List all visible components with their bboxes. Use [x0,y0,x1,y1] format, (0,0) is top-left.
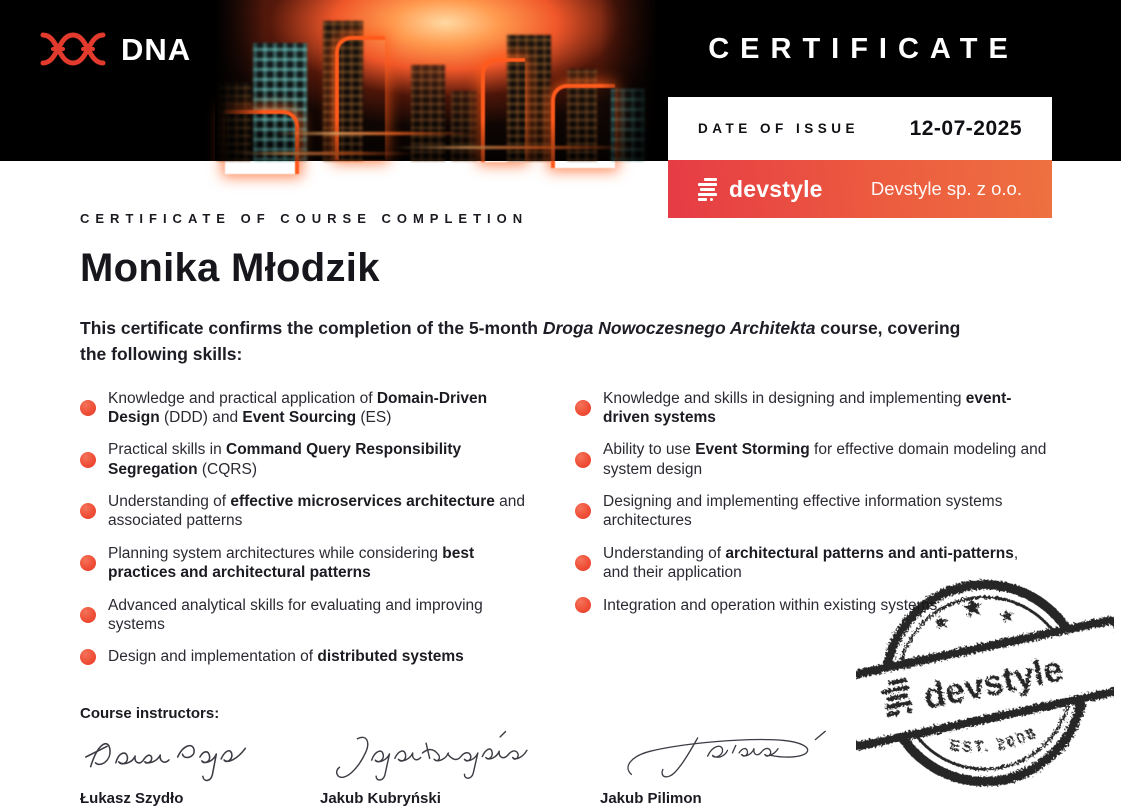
skill-item [575,492,1047,531]
devstyle-stamp [856,566,1114,806]
skill-text: Understanding of architectural patterns and anti-patterns, and their application [603,544,1019,582]
instructor-name: Jakub Kubryński [320,789,441,807]
header-city-image [215,0,658,161]
skill-item [80,389,542,428]
skill-text: Knowledge and practical application of Domain-Driven Design (DDD) and Event Sourcing (ES) [108,389,488,426]
dna-helix-icon [38,30,108,68]
instructor-name: Jakub Pilimon [600,789,702,807]
bullet-dot-icon [80,607,96,623]
company-name: Devstyle sp. z o.o. [870,178,1022,199]
bullet-dot-icon [80,400,96,416]
skill-text: Integration and operation within existing systems [603,596,938,614]
date-of-issue-value: 12-07-2025 [909,116,1022,140]
bullet-dot-icon [575,597,591,613]
skill-text: Understanding of effective microservices architecture and associated patterns [108,493,526,530]
skill-text: Practical skills in Command Query Responsibility Segregation (CQRS) [108,441,462,478]
stamp-established-text: EST. 2008 [948,723,1041,756]
bullet-dot-icon [80,649,96,665]
svg-text:EST. 2008 [946,723,1041,761]
instructor-block [80,728,275,807]
signature-lukasz-szydlo [80,728,255,786]
skill-text: Designing and implementing effective information systems architectures [603,493,1003,530]
bullet-dot-icon [575,400,591,416]
stamp-logo-text: devstyle [920,649,1067,717]
bullet-dot-icon [575,555,591,571]
skill-text: Advanced analytical skills for evaluating and improving systems [108,596,483,633]
date-of-issue-label: DATE OF ISSUE [698,121,860,136]
instructor-block [320,728,555,807]
recipient-name: Monika Młodzik [80,246,380,290]
course-name: Droga Nowoczesnego Architekta [542,318,816,338]
signature-jakub-kubrynski [320,728,550,786]
certificate-description [80,315,990,368]
description-prefix: This certificate confirms the completion of the 5-month [80,318,543,338]
instructors-label: Course instructors: [80,704,220,722]
instructor-name: Łukasz Szydło [80,789,184,807]
brand-text: DNA [121,31,192,67]
instructor-block [600,728,855,807]
certificate-title: CERTIFICATE [708,33,1019,65]
skill-item [80,440,542,479]
skills-list-left [80,389,542,680]
bullet-dot-icon [80,555,96,571]
bullet-dot-icon [575,503,591,519]
bullet-dot-icon [80,503,96,519]
devstyle-logo-text: devstyle [729,175,823,202]
date-of-issue-box [668,97,1052,160]
skill-text: Planning system architectures while considering best practices and architectural patterns [108,544,475,582]
skill-text: Ability to use Event Storming for effective domain modeling and system design [603,441,1047,478]
skill-text: Knowledge and skills in designing and implementing event-driven systems [603,389,1012,426]
skill-item [80,596,542,635]
signature-jakub-pilimon [600,728,850,786]
bullet-dot-icon [575,452,591,468]
skill-text: Design and implementation of distributed systems [108,648,464,666]
bullet-dot-icon [80,452,96,468]
skill-item [575,440,1047,479]
description-suffix: course, covering the following skills: [80,318,961,365]
skill-item [80,492,542,531]
dna-logo [38,30,191,68]
skill-item [80,647,542,666]
skill-item [80,544,542,583]
certificate-eyebrow: CERTIFICATE OF COURSE COMPLETION [80,211,529,226]
skill-item [575,389,1047,428]
